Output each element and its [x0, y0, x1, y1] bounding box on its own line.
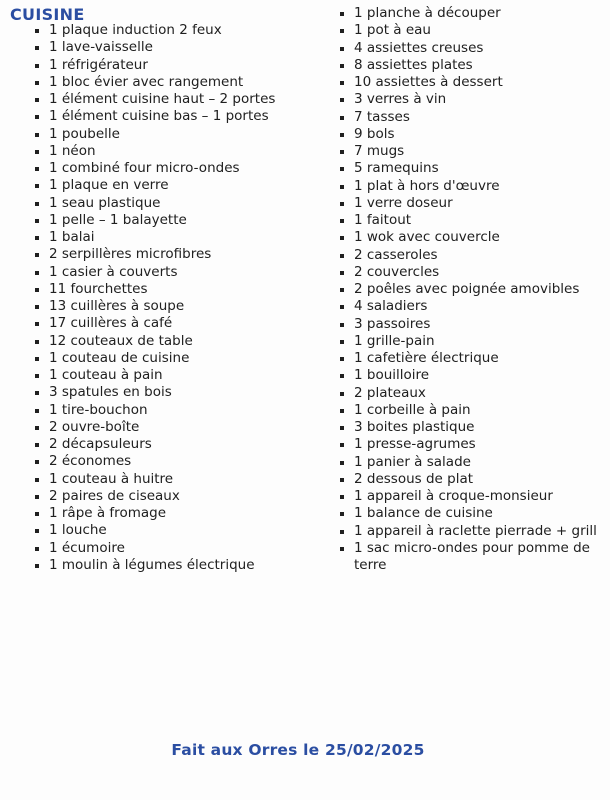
- list-item-label: 1 élément cuisine bas – 1 portes: [49, 108, 269, 125]
- list-item-label: 1 couteau de cuisine: [49, 349, 190, 366]
- list-item-label: 7 tasses: [354, 108, 410, 125]
- square-bullet-icon: [340, 116, 344, 120]
- list-item-label: 4 saladiers: [354, 298, 428, 315]
- square-bullet-icon: [35, 184, 39, 188]
- list-item-label: 1 appareil à croque-monsieur: [354, 488, 553, 504]
- list-item: [339, 471, 597, 488]
- list-item-label: 3 verres à vin: [354, 91, 447, 108]
- square-bullet-icon: [340, 29, 344, 33]
- list-item: [34, 315, 324, 332]
- square-bullet-icon: [340, 64, 344, 68]
- square-bullet-icon: [35, 115, 39, 119]
- list-item-label: 17 cuillères à café: [49, 315, 173, 332]
- list-item-label: 1 seau plastique: [49, 194, 161, 211]
- list-item-label: 1 râpe à fromage: [49, 505, 166, 521]
- square-bullet-icon: [340, 202, 344, 206]
- list-item: [339, 316, 597, 333]
- list-item: [34, 471, 324, 488]
- square-bullet-icon: [340, 254, 344, 258]
- list-item-label: 1 casier à couverts: [49, 263, 178, 280]
- list-item-label: 1 plaque induction 2 feux: [49, 22, 222, 38]
- list-item: [339, 229, 597, 246]
- list-item-label: 1 grille-pain: [354, 332, 435, 349]
- list-item-label: 1 bloc évier avec rangement: [49, 73, 244, 90]
- square-bullet-icon: [35, 391, 39, 395]
- list-item-label: 1 panier à salade: [354, 453, 471, 470]
- square-bullet-icon: [35, 426, 39, 430]
- square-bullet-icon: [35, 271, 39, 275]
- square-bullet-icon: [35, 150, 39, 154]
- square-bullet-icon: [35, 202, 39, 206]
- square-bullet-icon: [35, 374, 39, 378]
- list-item-label: 1 couteau à huitre: [49, 470, 174, 487]
- list-item-label: 1 poubelle: [49, 125, 120, 142]
- list-item-label: 3 boites plastique: [354, 419, 475, 435]
- square-bullet-icon: [340, 98, 344, 102]
- list-item-label: 2 poêles avec poignée amovibles: [354, 281, 580, 297]
- list-item-label: 11 fourchettes: [49, 280, 148, 297]
- list-item-label: 2 dessous de plat: [354, 470, 474, 487]
- list-item: [339, 281, 597, 298]
- list-item: [339, 488, 597, 505]
- list-item-label: 12 couteaux de table: [49, 332, 193, 349]
- square-bullet-icon: [35, 322, 39, 326]
- list-item-label: 1 presse-agrumes: [354, 436, 476, 453]
- list-item: [34, 195, 324, 212]
- list-item: [339, 5, 597, 22]
- square-bullet-icon: [35, 305, 39, 309]
- list-item-label: 3 spatules en bois: [49, 384, 172, 401]
- list-item-label: 1 cafetière électrique: [354, 350, 499, 366]
- square-bullet-icon: [35, 98, 39, 102]
- inventory-list-left: [34, 22, 324, 574]
- list-item-label: 1 réfrigérateur: [49, 56, 148, 73]
- list-item-label: 9 bols: [354, 125, 395, 142]
- list-item-label: 1 moulin à légumes électrique: [49, 556, 255, 573]
- square-bullet-icon: [35, 443, 39, 447]
- square-bullet-icon: [35, 236, 39, 240]
- list-item-label: 1 appareil à raclette pierrade + grill: [354, 522, 597, 539]
- square-bullet-icon: [340, 47, 344, 51]
- square-bullet-icon: [35, 478, 39, 482]
- list-item-label: 10 assiettes à dessert: [354, 74, 503, 90]
- list-item: [339, 22, 597, 39]
- square-bullet-icon: [35, 409, 39, 413]
- square-bullet-icon: [35, 133, 39, 137]
- list-item-label: 2 casseroles: [354, 246, 438, 263]
- list-item: [34, 229, 324, 246]
- list-item-label: 2 paires de ciseaux: [49, 487, 180, 504]
- list-item: [34, 367, 324, 384]
- list-item-label: 3 passoires: [354, 315, 431, 332]
- list-item: [34, 488, 324, 505]
- list-item: [34, 264, 324, 281]
- list-item: [339, 454, 597, 471]
- list-item: [339, 350, 597, 367]
- list-item-label: 1 sac micro-ondes pour pomme de terre: [354, 539, 590, 573]
- list-item: [34, 160, 324, 177]
- square-bullet-icon: [340, 409, 344, 413]
- list-item: [34, 212, 324, 229]
- list-item: [34, 453, 324, 470]
- list-item-label: 4 assiettes creuses: [354, 39, 484, 56]
- list-item: [34, 246, 324, 263]
- square-bullet-icon: [35, 564, 39, 568]
- list-item: [34, 39, 324, 56]
- square-bullet-icon: [35, 460, 39, 464]
- list-item: [339, 212, 597, 229]
- list-item: [34, 436, 324, 453]
- square-bullet-icon: [35, 547, 39, 551]
- list-item-label: 2 serpillères microfibres: [49, 246, 212, 263]
- list-item: [339, 247, 597, 264]
- square-bullet-icon: [35, 64, 39, 68]
- list-item: [339, 436, 597, 453]
- list-item: [339, 505, 597, 522]
- list-item: [339, 178, 597, 195]
- list-item-label: 1 wok avec couvercle: [354, 229, 500, 246]
- list-item: [339, 91, 597, 108]
- list-item: [339, 40, 597, 57]
- list-item-label: 1 écumoire: [49, 539, 125, 556]
- list-item: [339, 57, 597, 74]
- list-item: [34, 350, 324, 367]
- square-bullet-icon: [35, 81, 39, 85]
- list-item-label: 1 verre doseur: [354, 194, 453, 211]
- inventory-list-right: [339, 5, 597, 574]
- list-item-label: 1 planche à découper: [354, 5, 501, 21]
- list-item-label: 1 plat à hors d'œuvre: [354, 177, 500, 194]
- square-bullet-icon: [340, 236, 344, 240]
- list-item-label: 1 couteau à pain: [49, 367, 163, 383]
- list-item: [339, 523, 597, 540]
- square-bullet-icon: [35, 512, 39, 516]
- square-bullet-icon: [35, 29, 39, 33]
- list-item: [339, 419, 597, 436]
- square-bullet-icon: [35, 340, 39, 344]
- list-item: [34, 177, 324, 194]
- square-bullet-icon: [35, 46, 39, 50]
- list-item: [339, 402, 597, 419]
- list-item-label: 8 assiettes plates: [354, 56, 473, 73]
- square-bullet-icon: [340, 271, 344, 275]
- square-bullet-icon: [340, 81, 344, 85]
- list-item-label: 2 plateaux: [354, 384, 426, 401]
- list-item-label: 1 faitout: [354, 212, 412, 228]
- square-bullet-icon: [340, 547, 344, 551]
- list-item: [34, 333, 324, 350]
- list-item: [34, 126, 324, 143]
- square-bullet-icon: [340, 443, 344, 447]
- square-bullet-icon: [35, 167, 39, 171]
- square-bullet-icon: [35, 253, 39, 257]
- list-item: [34, 419, 324, 436]
- list-item: [34, 74, 324, 91]
- square-bullet-icon: [340, 357, 344, 361]
- square-bullet-icon: [340, 185, 344, 189]
- list-item: [34, 505, 324, 522]
- square-bullet-icon: [35, 288, 39, 292]
- square-bullet-icon: [35, 529, 39, 533]
- list-item: [339, 126, 597, 143]
- list-item: [34, 557, 324, 574]
- square-bullet-icon: [340, 305, 344, 309]
- list-item: [34, 108, 324, 125]
- list-item: [34, 540, 324, 557]
- list-item: [339, 195, 597, 212]
- square-bullet-icon: [340, 495, 344, 499]
- list-item-label: 1 balai: [49, 229, 95, 245]
- list-item-label: 5 ramequins: [354, 160, 439, 177]
- list-item: [34, 402, 324, 419]
- square-bullet-icon: [340, 374, 344, 378]
- list-item: [339, 74, 597, 91]
- list-item-label: 1 bouilloire: [354, 367, 430, 384]
- list-item: [339, 160, 597, 177]
- list-item: [34, 522, 324, 539]
- list-item: [339, 367, 597, 384]
- square-bullet-icon: [35, 495, 39, 499]
- list-item: [34, 298, 324, 315]
- list-item: [34, 22, 324, 39]
- square-bullet-icon: [340, 167, 344, 171]
- list-item-label: 1 corbeille à pain: [354, 401, 471, 418]
- list-item: [34, 91, 324, 108]
- square-bullet-icon: [340, 133, 344, 137]
- list-item: [339, 264, 597, 281]
- page-title: CUISINE: [10, 5, 85, 24]
- list-item: [339, 298, 597, 315]
- square-bullet-icon: [35, 357, 39, 361]
- square-bullet-icon: [340, 461, 344, 465]
- list-item: [339, 333, 597, 350]
- list-item-label: 1 balance de cuisine: [354, 505, 493, 522]
- list-item-label: 2 économes: [49, 453, 132, 470]
- square-bullet-icon: [340, 426, 344, 430]
- list-item-label: 2 décapsuleurs: [49, 436, 152, 452]
- square-bullet-icon: [340, 150, 344, 154]
- square-bullet-icon: [340, 512, 344, 516]
- list-item: [34, 143, 324, 160]
- list-item-label: 1 pot à eau: [354, 22, 431, 39]
- list-item-label: 1 tire-bouchon: [49, 401, 148, 418]
- square-bullet-icon: [340, 340, 344, 344]
- list-item: [339, 143, 597, 160]
- list-item-label: 1 pelle – 1 balayette: [49, 211, 187, 228]
- list-item-label: 1 louche: [49, 522, 107, 539]
- list-item: [339, 540, 597, 575]
- list-item-label: 1 élément cuisine haut – 2 portes: [49, 91, 276, 107]
- square-bullet-icon: [340, 323, 344, 327]
- square-bullet-icon: [340, 530, 344, 534]
- list-item: [34, 281, 324, 298]
- footer-date: Fait aux Orres le 25/02/2025: [171, 741, 425, 759]
- list-item-label: 1 plaque en verre: [49, 177, 169, 194]
- list-item-label: 1 néon: [49, 142, 96, 159]
- list-item: [339, 385, 597, 402]
- list-item-label: 1 combiné four micro-ondes: [49, 160, 240, 176]
- list-item-label: 7 mugs: [354, 143, 405, 159]
- square-bullet-icon: [35, 219, 39, 223]
- square-bullet-icon: [340, 219, 344, 223]
- square-bullet-icon: [340, 12, 344, 16]
- square-bullet-icon: [340, 392, 344, 396]
- list-item-label: 2 ouvre-boîte: [49, 418, 140, 435]
- square-bullet-icon: [340, 288, 344, 292]
- list-item: [34, 57, 324, 74]
- list-item: [34, 384, 324, 401]
- list-item-label: 13 cuillères à soupe: [49, 298, 185, 314]
- list-item-label: 2 couvercles: [354, 263, 440, 280]
- list-item: [339, 109, 597, 126]
- list-item-label: 1 lave-vaisselle: [49, 39, 153, 56]
- square-bullet-icon: [340, 478, 344, 482]
